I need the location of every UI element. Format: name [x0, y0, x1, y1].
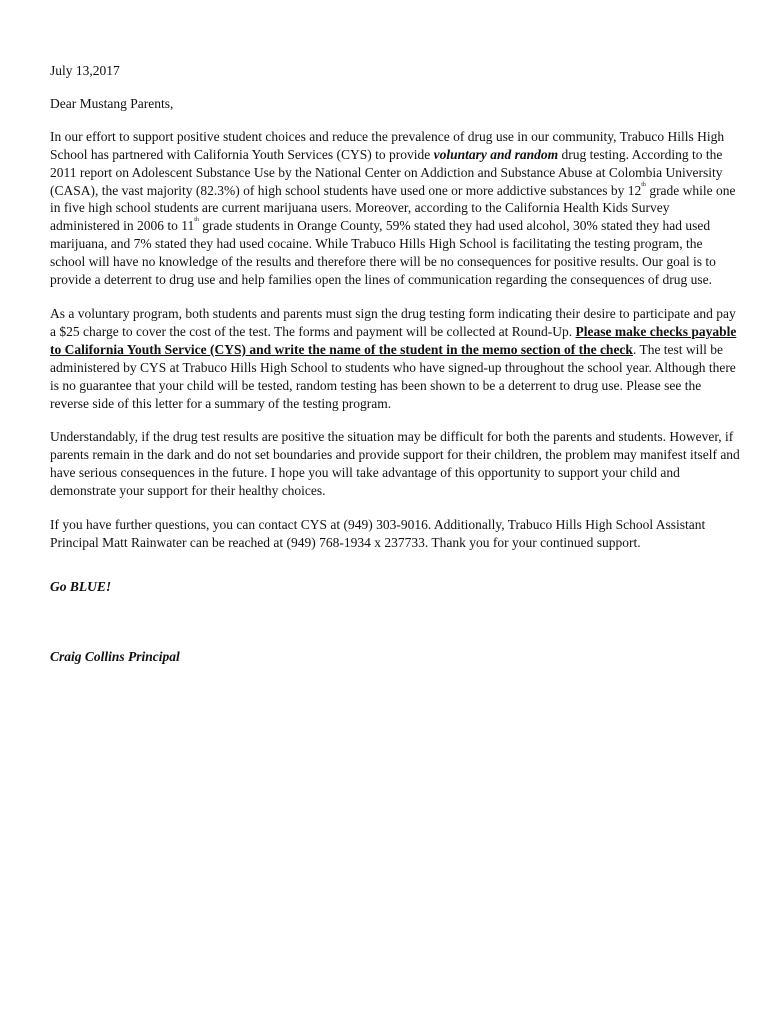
paragraph-intro-part-d: grade while one in five high school students are current marijuana users. Moreover, according to the California Health Kids Survey administered in 2006 to 11: [50, 182, 736, 234]
paragraph-intro-part-e: grade students in Orange County, 59% stated they had used alcohol, 30% stated they had used marijuana, and 7% stated they had used cocaine. While Trabuco Hills High School is facilitating the testing program, the school will have no knowledge of the results and therefore there will be no consequences for positive results. Our goal is to provide a deterrent to drug use and help families open the lines of communication regarding the consequences of drug use.: [50, 218, 716, 288]
superscript-th: th: [194, 217, 199, 224]
signature: Craig Collins Principal: [50, 648, 180, 664]
check-instructions: Please make checks payable to California Youth Service (CYS) and write the name of the student in the memo section of the check: [50, 323, 737, 357]
paragraph-intro-part-a: In our effort to support positive student choices and reduce the prevalence of drug use in our community, Trabuco Hills High School has partnered with California Youth Services (CYS) to provide: [50, 128, 725, 162]
paragraph-consequences: Understandably, if the drug test results are positive the situation may be difficult for both the parents and students. However, if parents remain in the dark and do not set boundaries and provide support for their children, the problem may manifest itself and have serious consequences in the future. I hope you will take advantage of this opportunity to support your child and demonstrate your support for their healthy choices.: [50, 429, 740, 499]
letter-date: July 13,2017: [50, 63, 120, 78]
paragraph-program: [50, 305, 740, 412]
emphasis-voluntary-random: voluntary and random: [433, 146, 559, 162]
paragraph-intro: [50, 128, 740, 289]
paragraph-contact: If you have further questions, you can contact CYS at (949) 303-9016. Additionally, Trabuco Hills High School Assistant Principal Matt Rainwater can be reached at (949) 768-1934 x 237733. Thank you for your continued support.: [50, 517, 706, 550]
paragraph-program-part-a: As a voluntary program, both students and parents must sign the drug testing form indicating their desire to participate and pay a $25 charge to cover the cost of the test. The forms and payment will be collected at Round-Up.: [50, 305, 736, 339]
paragraph-program-part-c: . The test will be administered by CYS at Trabuco Hills High School to students who have signed-up throughout the school year. Although there is no guarantee that your child will be tested, random testing has been shown to be a deterrent to drug use. Please see the reverse side of this letter for a summary of the testing program.: [50, 341, 736, 411]
closing-line: Go BLUE!: [50, 578, 112, 594]
paragraph-intro-part-c: drug testing. According to the 2011 report on Adolescent Substance Use by the National Center on Addiction and Substance Abuse at Colombia University (CASA), the vast majority (82.3%) of high school students have used one or more addictive substances by 12: [50, 146, 723, 198]
salutation: Dear Mustang Parents,: [50, 95, 174, 111]
superscript-th: th: [641, 181, 646, 188]
